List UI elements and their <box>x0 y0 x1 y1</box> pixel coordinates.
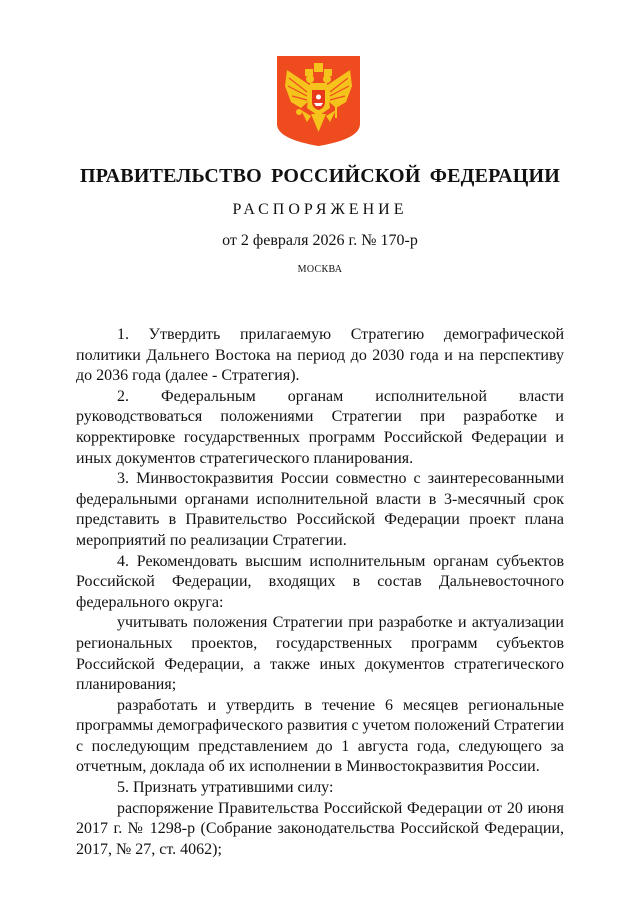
paragraph: разработать и утвердить в течение 6 месяцев региональные программы демографического развития с учетом положений Стратегии с последующим представлением до 1 августа года, следующего за отчетным, доклада об их исполнении в Минвостокразвития России. <box>76 696 564 776</box>
document-body <box>76 325 564 860</box>
document-type: РАСПОРЯЖЕНИЕ <box>232 201 408 218</box>
document-city: МОСКВА <box>297 264 343 275</box>
paragraph: 4. Рекомендовать высшим исполнительным органам субъектов Российской Федерации, входящих в состав Дальневосточного федерального округа: <box>76 552 564 611</box>
eagle-icon <box>277 56 360 146</box>
coat-of-arms-emblem <box>277 56 360 146</box>
government-title: ПРАВИТЕЛЬСТВО РОССИЙСКОЙ ФЕДЕРАЦИИ <box>80 165 560 187</box>
document-date-number: от 2 февраля 2026 г. № 170-р <box>222 232 418 249</box>
paragraph: 5. Признать утратившими силу: <box>117 779 334 797</box>
paragraph: 3. Минвостокразвития России совместно с заинтересованными федеральными органами исполнительной власти в 3-месячный срок представить в Правительство Российской Федерации проект плана мероприятий по реализации Стратегии. <box>76 470 564 549</box>
paragraph: 2. Федеральным органам исполнительной власти руководствоваться положениями Стратегии при разработке и корректировке государственных программ Российской Федерации и иных документов стратегического планирования. <box>76 387 564 467</box>
paragraph: распоряжение Правительства Российской Федерации от 20 июня 2017 г. № 1298-р (Собрание законодательства Российской Федерации, 2017, № 27, ст. 4062); <box>76 799 564 858</box>
paragraph: 1. Утвердить прилагаемую Стратегию демографической политики Дальнего Востока на период до 2030 года и на перспективу до 2036 года (далее - Стратегия). <box>76 326 564 385</box>
paragraph: учитывать положения Стратегии при разработке и актуализации региональных проектов, государственных программ субъектов Российской Федерации, а также иных документов стратегического планирования; <box>76 614 564 694</box>
